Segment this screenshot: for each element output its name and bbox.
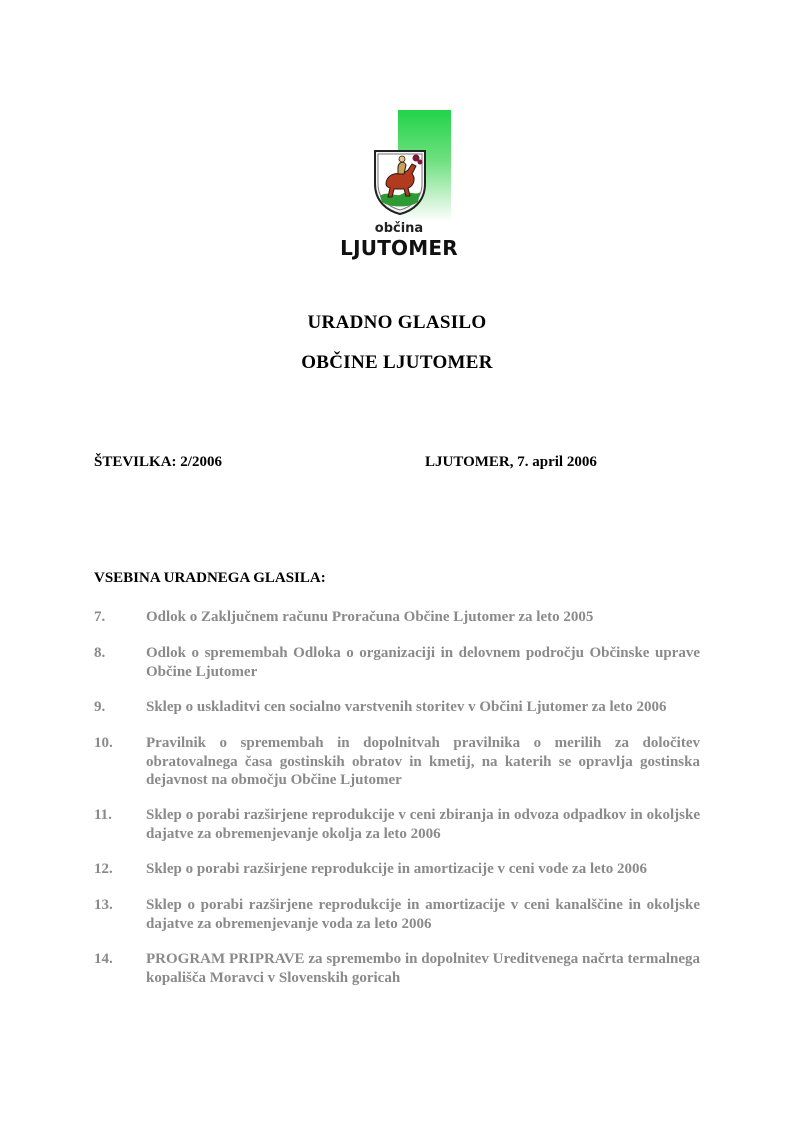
toc-item-text: Odlok o spremembah Odloka o organizaciji in delovnem področju Občinske uprave Občine Ljutomer [146, 645, 700, 680]
toc-item [94, 860, 700, 879]
toc-item-number: 9. [94, 699, 106, 715]
toc-item [94, 698, 700, 717]
issue-number: ŠTEVILKA: 2/2006 [94, 454, 222, 470]
logo-text-obcina: občina [374, 221, 424, 236]
toc-heading: VSEBINA URADNEGA GLASILA: [94, 570, 326, 586]
toc-item [94, 734, 700, 790]
toc-item [94, 644, 700, 681]
issue-place-date: LJUTOMER, 7. april 2006 [425, 454, 597, 470]
municipality-logo [340, 108, 460, 260]
toc-item-number: 12. [94, 861, 113, 877]
toc-item [94, 950, 700, 987]
logo-text-ljutomer: LJUTOMER [340, 236, 458, 260]
toc-item-text: Sklep o porabi razširjene reprodukcije v ceni zbiranja in odvoza odpadkov in okoljske dajatve za obremenjevanje okolja za leto 2006 [146, 807, 700, 842]
toc-item-number: 7. [94, 609, 106, 625]
toc-item-text: PROGRAM PRIPRAVE za spremembo in dopolnitev Ureditvenega načrta termalnega kopališča Moravci v Slovenskih goricah [146, 951, 700, 986]
document-title-line1: URADNO GLASILO [307, 312, 487, 333]
toc-item-text: Sklep o porabi razširjene reprodukcije in amortizacije v ceni kanalščine in okoljske dajatve za obremenjevanje voda za leto 2006 [146, 897, 700, 932]
toc-item-number: 8. [94, 645, 106, 661]
toc-item-text: Sklep o porabi razširjene reprodukcije in amortizacije v ceni vode za leto 2006 [146, 861, 648, 877]
toc-item [94, 896, 700, 933]
toc-item [94, 806, 700, 843]
toc-item-text: Sklep o uskladitvi cen socialno varstvenih storitev v Občini Ljutomer za leto 2006 [146, 699, 667, 715]
toc-item-number: 13. [94, 897, 113, 913]
toc-item-number: 14. [94, 951, 113, 967]
toc-item-number: 11. [94, 807, 112, 823]
toc-item-number: 10. [94, 735, 113, 751]
document-title-line2: OBČINE LJUTOMER [301, 352, 493, 373]
coat-of-arms-icon [372, 148, 428, 216]
toc-item [94, 608, 700, 627]
toc-item-text: Odlok o Zaključnem računu Proračuna Občine Ljutomer za leto 2005 [146, 609, 594, 625]
toc-item-text: Pravilnik o spremembah in dopolnitvah pravilnika o merilih za določitev obratovalnega časa gostinskih obratov in kmetij, na katerih se opravlja gostinska dejavnost na območju Občine Ljutomer [146, 735, 700, 788]
